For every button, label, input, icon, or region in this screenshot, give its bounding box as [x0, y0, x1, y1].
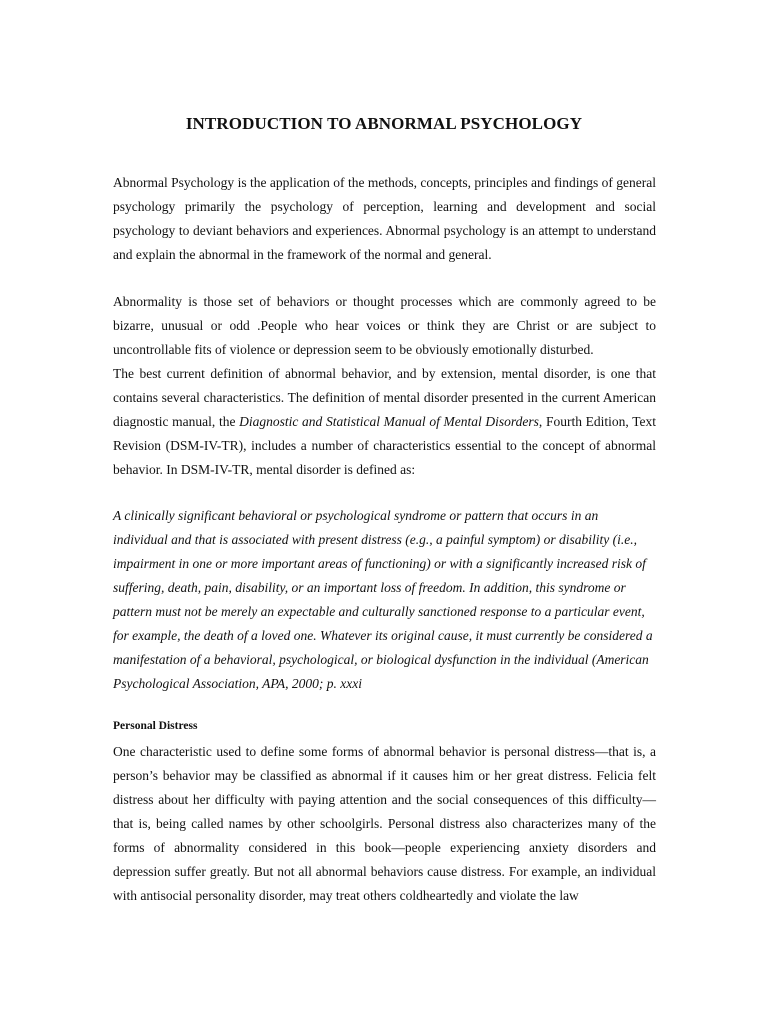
manual-title: Diagnostic and Statistical Manual of Mental Disorders — [239, 414, 539, 429]
paragraph-dsm-definition — [113, 362, 656, 482]
paragraph-dsm-text-2: , Fourth Edition, Text Revision (DSM-IV-TR), includes a number of characteristics essential to the concept of abnormal behavior. In DSM-IV-TR, mental disorder is defined as: — [113, 414, 657, 477]
paragraph-personal-distress: One characteristic used to define some forms of abnormal behavior is personal distress—that is, a person’s behavior may be classified as abnormal if it causes him or her great distress. Felicia felt distress about her difficulty with paying attention and the social consequences of this difficulty—that is, being called names by other schoolgirls. Personal distress also characterizes many of the forms of abnormality considered in this book—people experiencing anxiety disorders and depression suffer greatly. But not all abnormal behaviors cause distress. For example, an individual with antisocial personality disorder, may treat others coldheartedly and violate the law — [113, 744, 656, 903]
paragraph-abnormality: Abnormality is those set of behaviors or thought processes which are commonly agreed to be bizarre, unusual or odd .People who hear voices or think they are Christ or are subject to uncontrollable fits of violence or depression seem to be obviously emotionally disturbed. — [113, 294, 656, 357]
dsm-quote: A clinically significant behavioral or psychological syndrome or pattern that occurs in an individual and that is associated with present distress (e.g., a painful symptom) or disability (i.e., impairment in one or more important areas of functioning) or with a significantly increased risk of suffering, death, pain, disability, or an important loss of freedom. In addition, this syndrome or pattern must not be merely an expectable and culturally sanctioned response to a particular event, for example, the death of a loved one. Whatever its original cause, it must currently be considered a manifestation of a behavioral, psychological, or biological dysfunction in the individual (American Psychological Association, APA, 2000; p. xxxi — [113, 508, 653, 691]
paragraph-definition: Abnormal Psychology is the application of the methods, concepts, principles and findings of general psychology primarily the psychology of perception, learning and development and social psychology to deviant behaviors and experiences. Abnormal psychology is an attempt to understand and explain the abnormal in the framework of the normal and general. — [113, 175, 656, 262]
document-title: INTRODUCTION TO ABNORMAL PSYCHOLOGY — [185, 114, 583, 133]
section-heading: Personal Distress — [113, 720, 198, 732]
paragraph-dsm-text-1: The best current definition of abnormal behavior, and by extension, mental disorder, is one that contains several characteristics. The definition of mental disorder presented in the current American diagnostic manual, the — [113, 366, 656, 429]
